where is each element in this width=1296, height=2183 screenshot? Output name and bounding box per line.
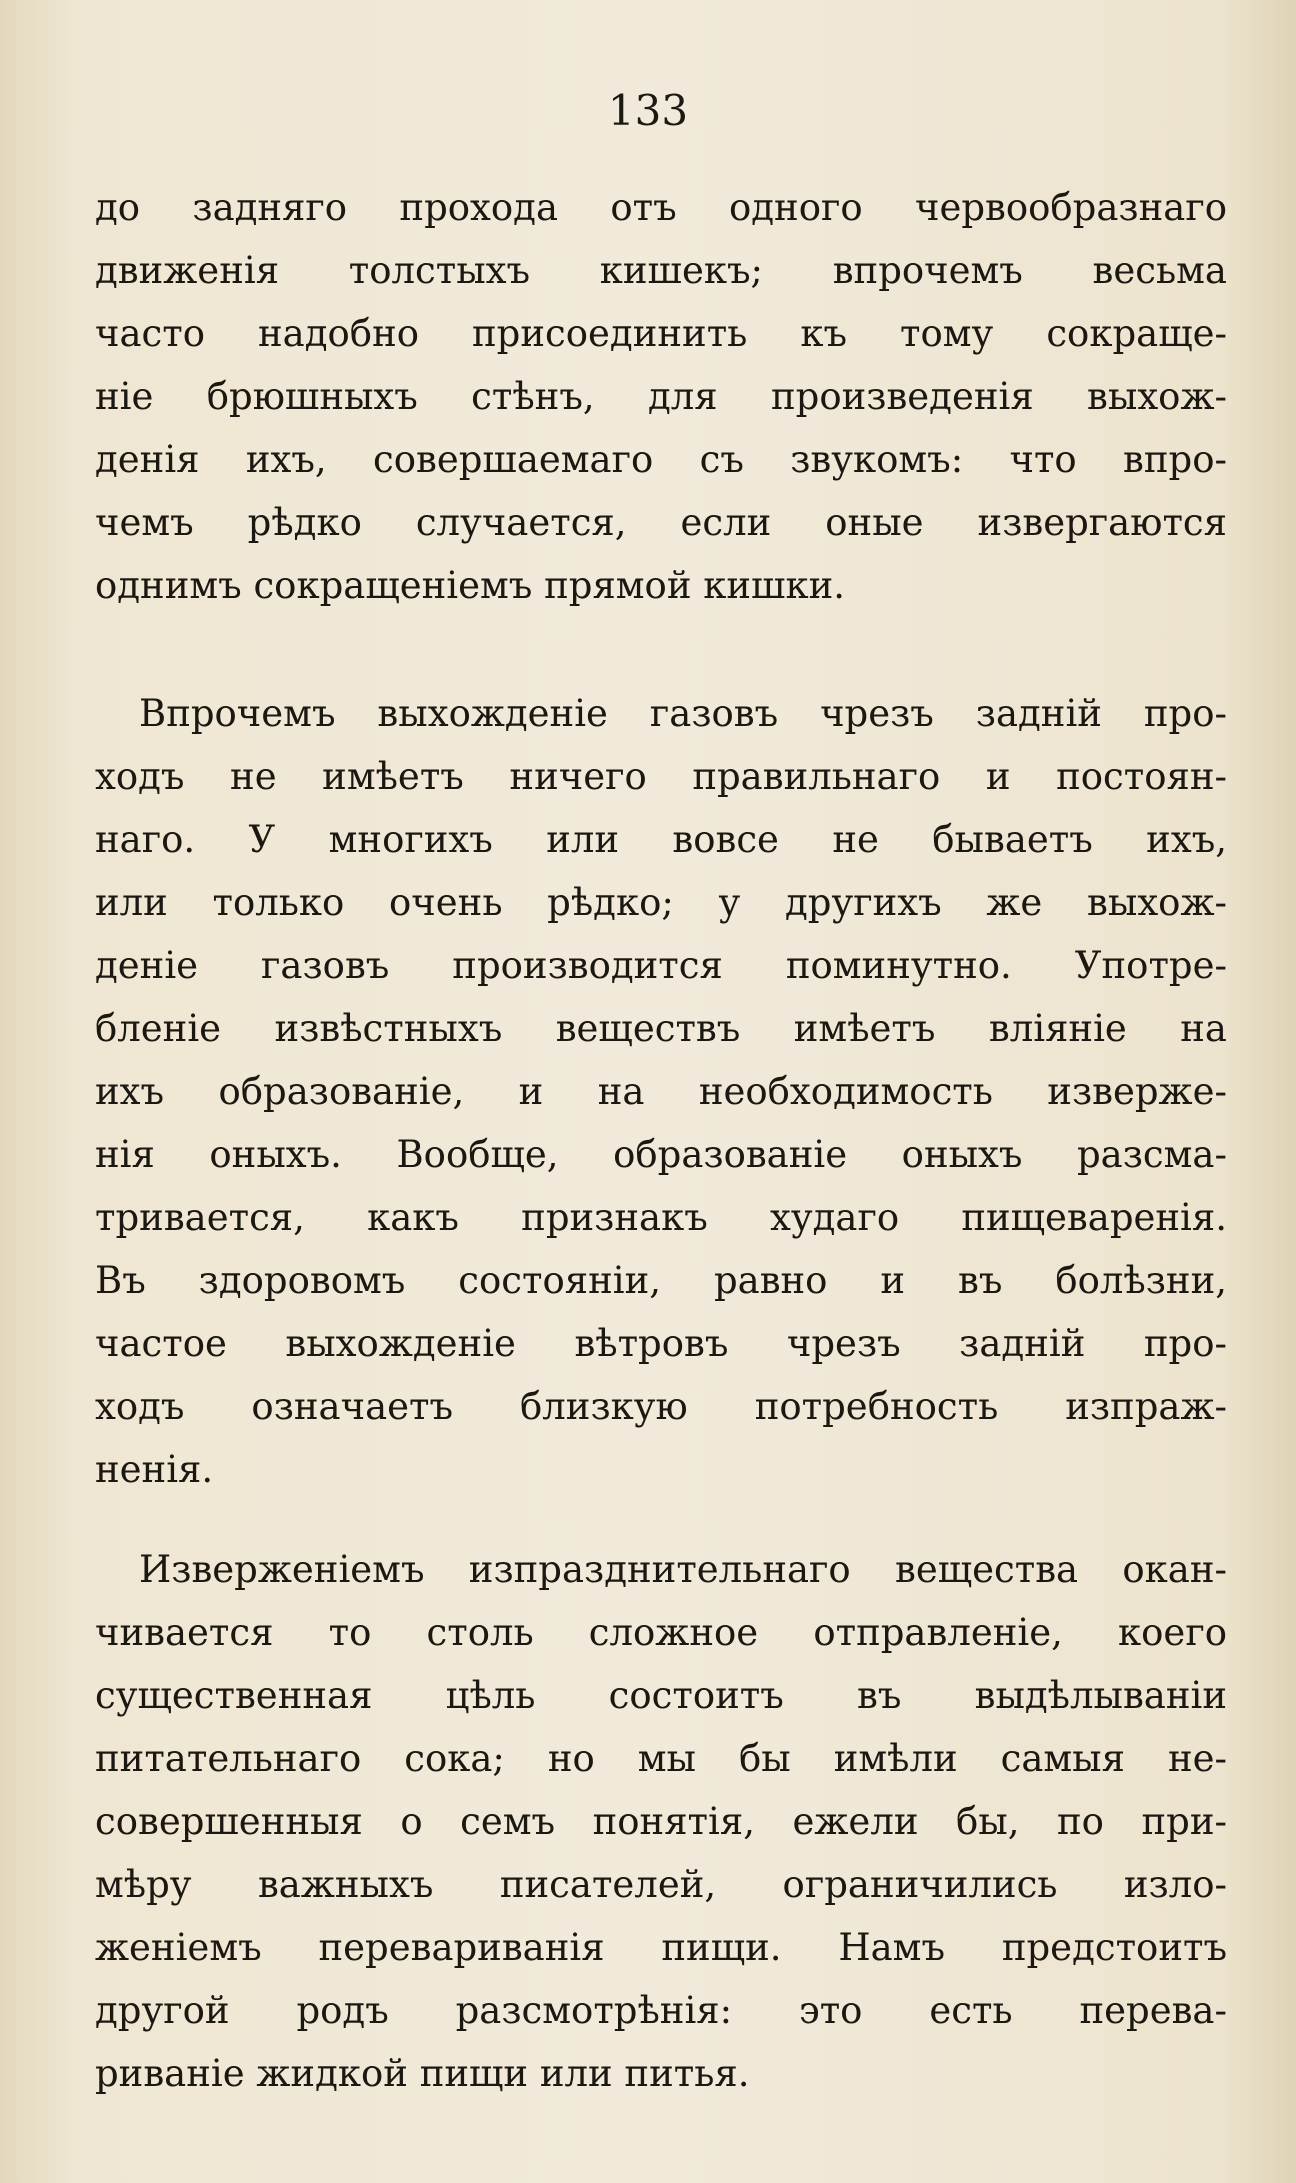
text-line: тривается, какъ признакъ худаго пищеваренія. <box>95 1196 1227 1239</box>
text-line: мѣру важныхъ писателей, ограничились изло- <box>95 1863 1227 1906</box>
text-line: совершенныя о семъ понятія, ежели бы, по при- <box>95 1800 1227 1843</box>
text-line: питательнаго сока; но мы бы имѣли самыя не- <box>95 1737 1227 1780</box>
text-line: часто надобно присоединить къ тому сокраще- <box>95 312 1227 355</box>
text-line: нія оныхъ. Вообще, образованіе оныхъ разсма- <box>95 1133 1227 1176</box>
text-line: существенная цѣль состоитъ въ выдѣлываніи <box>95 1674 1227 1717</box>
text-line: частое выхожденіе вѣтровъ чрезъ заднiй про- <box>95 1322 1227 1365</box>
text-line: другой родъ разсмотрѣнія: это есть перева- <box>95 1989 1227 2032</box>
text-line: Изверженіемъ изпразднительнаго вещества окан- <box>139 1548 1227 1591</box>
text-line: наго. У многихъ или вовсе не бываетъ ихъ, <box>95 818 1227 861</box>
text-line: ихъ образованіе, и на необходимость изверже- <box>95 1070 1227 1113</box>
text-line: или только очень рѣдко; у другихъ же выхож- <box>95 881 1227 924</box>
text-line: Впрочемъ выхожденіе газовъ чрезъ заднiй про- <box>139 692 1227 735</box>
text-line: денія ихъ, совершаемаго съ звукомъ: что впро- <box>95 438 1227 481</box>
text-line: до задняго прохода отъ одного червообразнаго <box>95 186 1227 229</box>
page-number: 133 <box>607 86 689 135</box>
paragraph-2 <box>95 682 1227 1501</box>
text-line: ходъ означаетъ близкую потребность изпраж- <box>95 1385 1227 1428</box>
text-line: ходъ не имѣетъ ничего правильнаго и постоян- <box>95 755 1227 798</box>
text-line: бленіе извѣстныхъ веществъ имѣетъ вліяніе на <box>95 1007 1227 1050</box>
text-line: движенія толстыхъ кишекъ; впрочемъ весьма <box>95 249 1227 292</box>
paragraph-1 <box>95 176 1227 617</box>
text-line: женіемъ перевариванія пищи. Намъ предстоитъ <box>95 1926 1227 1969</box>
text-line: ніе брюшныхъ стѣнъ, для произведенія выхож- <box>95 375 1227 418</box>
paragraph-3 <box>95 1538 1227 2105</box>
text-line: чемъ рѣдко случается, если оные извергаются <box>95 501 1227 544</box>
text-line: риваніе жидкой пищи или питья. <box>95 2052 750 2095</box>
text-line: деніе газовъ производится поминутно. Употре- <box>95 944 1227 987</box>
text-line: однимъ сокращеніемъ прямой кишки. <box>95 564 845 607</box>
text-line: ненія. <box>95 1448 214 1491</box>
text-line: Въ здоровомъ состояніи, равно и въ болѣзни, <box>95 1259 1227 1302</box>
text-line: чивается то столь сложное отправленіе, коего <box>95 1611 1227 1654</box>
